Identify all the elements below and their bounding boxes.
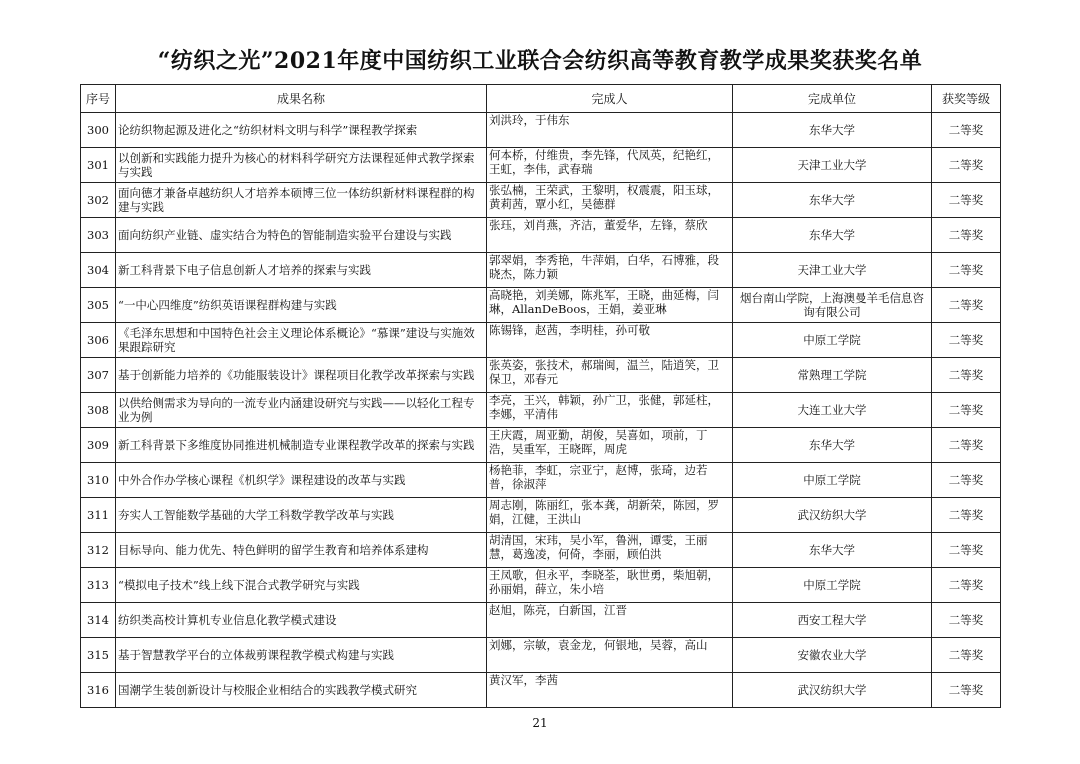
cell-completers: 胡清国，宋玮，吴小军，鲁洲，谭雯，王丽慧，葛逸凌，何倚，李丽，顾伯洪 xyxy=(487,533,733,568)
table-row xyxy=(81,113,1001,148)
cell-completers: 王凤歌，但永平，李晓荃，耿世勇，柴旭朝，孙丽娟，薛立，朱小培 xyxy=(487,568,733,603)
header-unit: 完成单位 xyxy=(733,85,932,113)
cell-unit: 天津工业大学 xyxy=(733,253,932,288)
cell-grade: 二等奖 xyxy=(932,498,1001,533)
cell-grade: 二等奖 xyxy=(932,463,1001,498)
cell-completers: 张英姿，张技术，郝瑞闽，温兰，陆逍笑，卫保卫，邓春元 xyxy=(487,358,733,393)
cell-no: 301 xyxy=(81,148,116,183)
cell-achievement-name: 《毛泽东思想和中国特色社会主义理论体系概论》“慕课”建设与实施效果跟踪研究 xyxy=(116,323,487,358)
cell-achievement-name: 面向纺织产业链、虚实结合为特色的智能制造实验平台建设与实践 xyxy=(116,218,487,253)
cell-unit: 天津工业大学 xyxy=(733,148,932,183)
cell-no: 310 xyxy=(81,463,116,498)
cell-no: 309 xyxy=(81,428,116,463)
cell-completers: 李亮，王兴，韩颖，孙广卫，张健，郭延柱，李娜，平清伟 xyxy=(487,393,733,428)
cell-completers: 赵旭，陈亮，白新国，江晋 xyxy=(487,603,733,638)
table-row xyxy=(81,183,1001,218)
cell-completers: 刘洪玲，于伟东 xyxy=(487,113,733,148)
cell-unit: 中原工学院 xyxy=(733,568,932,603)
cell-unit: 东华大学 xyxy=(733,183,932,218)
cell-no: 300 xyxy=(81,113,116,148)
cell-no: 315 xyxy=(81,638,116,673)
cell-unit: 烟台南山学院，上海澳曼羊毛信息咨询有限公司 xyxy=(733,288,932,323)
table-body xyxy=(81,113,1001,708)
table-header-row xyxy=(81,85,1001,113)
table-row xyxy=(81,603,1001,638)
table-row xyxy=(81,358,1001,393)
page-title: “纺织之光”2021年度中国纺织工业联合会纺织高等教育教学成果奖获奖名单 xyxy=(157,48,923,74)
cell-completers: 张珏，刘肖燕，齐洁，董爱华，左锋，蔡欣 xyxy=(487,218,733,253)
cell-completers: 张弘楠，王荣武，王黎明，权震震，阳玉球，黄莉茜，覃小红，吴德群 xyxy=(487,183,733,218)
cell-achievement-name: 基于创新能力培养的《功能服装设计》课程项目化教学改革探索与实践 xyxy=(116,358,487,393)
cell-no: 305 xyxy=(81,288,116,323)
cell-unit: 大连工业大学 xyxy=(733,393,932,428)
cell-achievement-name: 以供给侧需求为导向的一流专业内涵建设研究与实践——以轻化工程专业为例 xyxy=(116,393,487,428)
page-number: 21 xyxy=(532,716,548,730)
cell-unit: 西安工程大学 xyxy=(733,603,932,638)
cell-unit: 武汉纺织大学 xyxy=(733,673,932,708)
cell-grade: 二等奖 xyxy=(932,393,1001,428)
cell-unit: 武汉纺织大学 xyxy=(733,498,932,533)
table-row xyxy=(81,148,1001,183)
header-name: 成果名称 xyxy=(116,85,487,113)
cell-grade: 二等奖 xyxy=(932,113,1001,148)
cell-completers: 郭翠娟，李秀艳，牛萍娟，白华，石博雅，段晓杰，陈力颖 xyxy=(487,253,733,288)
cell-no: 307 xyxy=(81,358,116,393)
cell-achievement-name: 以创新和实践能力提升为核心的材料科学研究方法课程延伸式教学探索与实践 xyxy=(116,148,487,183)
table-row xyxy=(81,288,1001,323)
cell-achievement-name: 面向德才兼备卓越纺织人才培养本硕博三位一体纺织新材料课程群的构建与实践 xyxy=(116,183,487,218)
header-no: 序号 xyxy=(81,85,116,113)
cell-completers: 王庆霞，周亚勤，胡俊，吴喜如，项前，丁浩，吴重军，王晓晖，周虎 xyxy=(487,428,733,463)
cell-achievement-name: 国潮学生装创新设计与校服企业相结合的实践教学模式研究 xyxy=(116,673,487,708)
cell-unit: 中原工学院 xyxy=(733,463,932,498)
table-row xyxy=(81,323,1001,358)
cell-no: 314 xyxy=(81,603,116,638)
cell-achievement-name: 论纺织物起源及进化之“纺织材料文明与科学”课程教学探索 xyxy=(116,113,487,148)
cell-no: 304 xyxy=(81,253,116,288)
cell-achievement-name: 新工科背景下电子信息创新人才培养的探索与实践 xyxy=(116,253,487,288)
table-row xyxy=(81,428,1001,463)
cell-grade: 二等奖 xyxy=(932,288,1001,323)
table-row xyxy=(81,568,1001,603)
cell-unit: 常熟理工学院 xyxy=(733,358,932,393)
cell-achievement-name: “模拟电子技术”线上线下混合式教学研究与实践 xyxy=(116,568,487,603)
cell-completers: 黄汉军，李茜 xyxy=(487,673,733,708)
cell-achievement-name: 新工科背景下多维度协同推进机械制造专业课程教学改革的探索与实践 xyxy=(116,428,487,463)
table-row xyxy=(81,463,1001,498)
table-row xyxy=(81,673,1001,708)
header-people: 完成人 xyxy=(487,85,733,113)
table-row xyxy=(81,218,1001,253)
cell-no: 306 xyxy=(81,323,116,358)
cell-no: 302 xyxy=(81,183,116,218)
cell-grade: 二等奖 xyxy=(932,358,1001,393)
cell-grade: 二等奖 xyxy=(932,673,1001,708)
cell-grade: 二等奖 xyxy=(932,183,1001,218)
cell-no: 308 xyxy=(81,393,116,428)
cell-grade: 二等奖 xyxy=(932,323,1001,358)
cell-unit: 东华大学 xyxy=(733,218,932,253)
table-row xyxy=(81,533,1001,568)
cell-unit: 中原工学院 xyxy=(733,323,932,358)
cell-unit: 东华大学 xyxy=(733,533,932,568)
cell-grade: 二等奖 xyxy=(932,428,1001,463)
cell-completers: 刘娜，宗敏，袁金龙，何银地，吴蓉，高山 xyxy=(487,638,733,673)
cell-completers: 何本桥，付维贵，李先锋，代凤英，纪艳红，王虹，李伟，武春瑞 xyxy=(487,148,733,183)
cell-achievement-name: “一中心四维度”纺织英语课程群构建与实践 xyxy=(116,288,487,323)
cell-grade: 二等奖 xyxy=(932,568,1001,603)
table-row xyxy=(81,253,1001,288)
cell-achievement-name: 夯实人工智能数学基础的大学工科数学教学改革与实践 xyxy=(116,498,487,533)
cell-no: 313 xyxy=(81,568,116,603)
cell-no: 312 xyxy=(81,533,116,568)
cell-achievement-name: 中外合作办学核心课程《机织学》课程建设的改革与实践 xyxy=(116,463,487,498)
table-row xyxy=(81,638,1001,673)
cell-grade: 二等奖 xyxy=(932,638,1001,673)
cell-no: 311 xyxy=(81,498,116,533)
cell-achievement-name: 纺织类高校计算机专业信息化教学模式建设 xyxy=(116,603,487,638)
cell-unit: 安徽农业大学 xyxy=(733,638,932,673)
table-row xyxy=(81,498,1001,533)
cell-unit: 东华大学 xyxy=(733,113,932,148)
cell-grade: 二等奖 xyxy=(932,148,1001,183)
cell-unit: 东华大学 xyxy=(733,428,932,463)
cell-achievement-name: 目标导向、能力优先、特色鲜明的留学生教育和培养体系建构 xyxy=(116,533,487,568)
cell-achievement-name: 基于智慧教学平台的立体裁剪课程教学模式构建与实践 xyxy=(116,638,487,673)
cell-grade: 二等奖 xyxy=(932,218,1001,253)
cell-no: 316 xyxy=(81,673,116,708)
cell-grade: 二等奖 xyxy=(932,533,1001,568)
header-grade: 获奖等级 xyxy=(932,85,1001,113)
cell-completers: 高晓艳，刘美娜，陈兆军，王晓，曲延梅，闫琳，AllanDeBoos，王娟，姜亚琳 xyxy=(487,288,733,323)
cell-no: 303 xyxy=(81,218,116,253)
table-row xyxy=(81,393,1001,428)
cell-grade: 二等奖 xyxy=(932,603,1001,638)
cell-grade: 二等奖 xyxy=(932,253,1001,288)
awards-table xyxy=(80,84,1001,708)
cell-completers: 陈锡锋，赵茜，李明桂，孙可敬 xyxy=(487,323,733,358)
cell-completers: 杨艳菲，李虹，宗亚宁，赵博，张琦，边若普，徐淑萍 xyxy=(487,463,733,498)
cell-completers: 周志刚，陈丽红，张本龚，胡新荣，陈园，罗娟，江健，王洪山 xyxy=(487,498,733,533)
